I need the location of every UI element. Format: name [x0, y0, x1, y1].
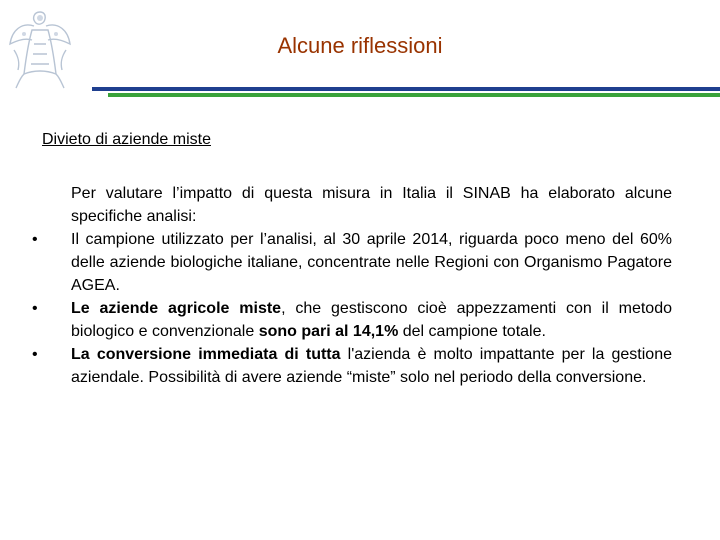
text-conversion: l'azienda è molto impattante per la gestione aziendale. Possibilità di avere aziende “miste” solo nel periodo della conversione.: [71, 346, 673, 386]
bold-percentage: sono pari al 14,1%: [258, 323, 399, 340]
page-title: Alcune riflessioni: [277, 33, 443, 58]
text-mixed-farms: , che gestiscono cioè appezzamenti con il metodo biologico e convenzionale: [71, 300, 673, 340]
intro-paragraph: Per valutare l’impatto di questa misura in Italia il SINAB ha elaborato alcune specifiche analisi:: [71, 185, 672, 225]
header-rule-blue: [92, 87, 720, 91]
header-rule-green: [108, 93, 720, 97]
bold-mixed-farms: Le aziende agricole miste: [71, 300, 282, 317]
bullet-conversion: [26, 343, 672, 389]
section-subtitle: Divieto di aziende miste: [42, 131, 211, 148]
text-total-sample: del campione totale.: [398, 323, 546, 340]
content-list: [26, 182, 672, 389]
bold-conversion: La conversione immediata di tutta: [71, 346, 341, 363]
bullet-sample-size: • Il campione utilizzato per l’analisi, al 30 aprile 2014, riguarda poco meno del 60% delle aziende biologiche italiane, concentrate nelle Regioni con Organismo Pagatore AGEA.: [26, 228, 672, 297]
bullet-mixed-farms: [26, 297, 672, 343]
